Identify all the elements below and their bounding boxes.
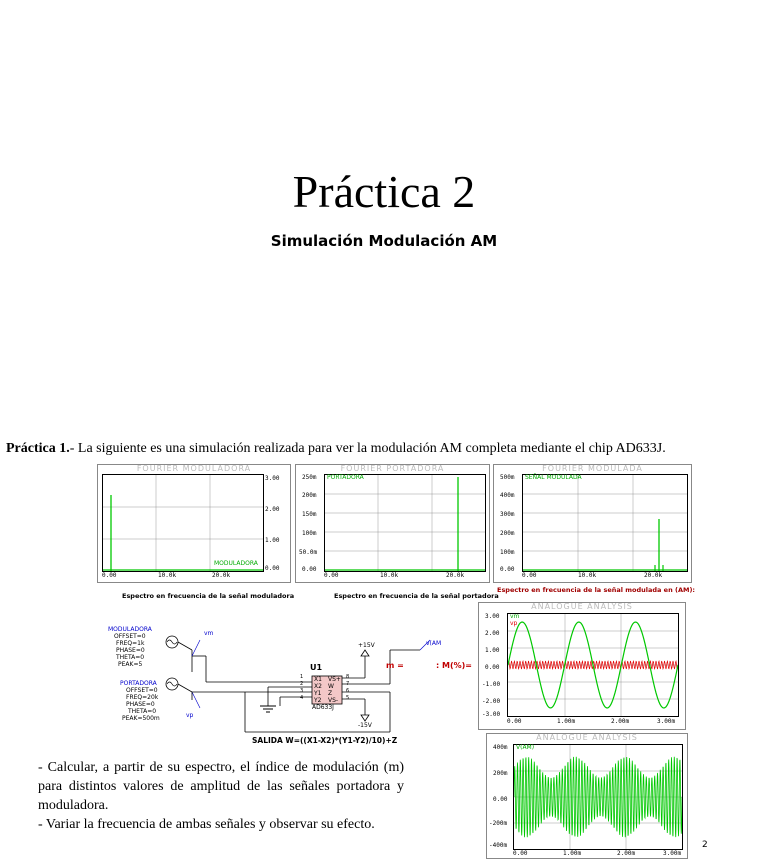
plot-area [102, 474, 264, 572]
page-number: 2 [702, 840, 708, 850]
task-item: - Variar la frecuencia de ambas señales y observar su efecto. [38, 817, 375, 832]
y-tick: 200m [302, 492, 317, 499]
probe-vp: vp [186, 712, 194, 719]
legend: MODULADORA [214, 560, 258, 567]
legend-vm: vm [510, 613, 520, 620]
panel-title: ANALOGUE ANALYSIS [536, 733, 638, 742]
y-tick: 400m [500, 492, 515, 499]
x-tick: 1.00m [563, 850, 582, 857]
m-label: m = [386, 661, 404, 670]
probe-am: v(AM [426, 640, 442, 647]
task-item: - Calcular, a partir de su espectro, el índice de modulación (m) para distintos valores de amplitud de las señales portadora y moduladora. [38, 760, 404, 813]
ic-pin-numbers-right: 8 7 6 5 [346, 674, 350, 701]
y-tick: 200m [500, 530, 515, 537]
plot-area [522, 474, 688, 572]
x-tick: 20.0k [446, 572, 465, 579]
probe-vm: vm [204, 630, 214, 637]
time-plot [508, 614, 678, 716]
intro-label: Práctica 1. [6, 441, 70, 456]
x-tick: 0.00 [507, 718, 522, 725]
slide-subtitle: Simulación Modulación AM [270, 232, 498, 250]
y-tick: 150m [302, 511, 317, 518]
ic-part: AD633J [312, 704, 334, 711]
x-tick: 2.00m [611, 718, 630, 725]
y-tick: 1.00 [265, 537, 280, 544]
ic-pins-left: X1 X2 Y1 Y2 [314, 676, 322, 704]
supply-negative: -15V [358, 722, 372, 729]
plot-area [507, 613, 679, 717]
x-tick: 3.00m [663, 850, 682, 857]
legend-vp: vp [510, 620, 518, 627]
intro-paragraph [6, 440, 746, 457]
x-tick: 0.00 [522, 572, 537, 579]
panel-title: FOURIER PORTADORA [340, 464, 445, 473]
x-tick: 3.00m [657, 718, 676, 725]
x-tick: 10.0k [158, 572, 177, 579]
y-tick: -3.00 [482, 711, 501, 718]
y-tick: 0.00 [500, 566, 515, 573]
y-tick: 3.00 [485, 613, 500, 620]
y-tick: 500m [500, 474, 515, 481]
legend: V(AM) [516, 744, 535, 751]
y-tick: 0.00 [302, 566, 317, 573]
y-tick: 300m [500, 511, 515, 518]
panel-title: ANALOGUE ANALYSIS [531, 602, 633, 611]
plot-area [513, 744, 683, 850]
x-tick: 2.00m [617, 850, 636, 857]
moduladora-params: MODULADORA OFFSET=0 FREQ=1k PHASE=0 THETA=0 PEAK=5 [108, 626, 152, 668]
circuit-schematic [100, 620, 480, 748]
analogue-analysis-panel-1 [478, 602, 686, 730]
plot-area [324, 474, 486, 572]
y-tick: 2.00 [485, 630, 500, 637]
y-tick: 200m [493, 770, 508, 777]
y-tick: -1.00 [482, 681, 501, 688]
legend: SEÑAL MODULADA [525, 474, 582, 481]
y-tick: 100m [500, 549, 515, 556]
x-tick: 0.00 [513, 850, 528, 857]
caption-modulada: Espectro en frecuencia de la señal modulada en (AM): [497, 586, 696, 594]
am-trace [514, 757, 682, 837]
portadora-params: PORTADORA OFFSET=0 FREQ=20k PHASE=0 THETA=0 PEAK=500m [120, 680, 160, 722]
y-tick: 100m [302, 530, 317, 537]
x-tick: 1.00m [557, 718, 576, 725]
ic-ref: U1 [310, 663, 323, 672]
y-tick: 0.00 [265, 565, 280, 572]
fourier-modulada-panel [493, 464, 692, 583]
spectrum-plot [325, 475, 485, 571]
x-tick: 10.0k [578, 572, 597, 579]
slide-title: Práctica 2 [292, 166, 476, 217]
y-tick: 250m [302, 474, 317, 481]
y-tick: 50.0m [299, 549, 318, 556]
fourier-moduladora-panel [97, 464, 291, 583]
ic-pin-numbers-left: 1 2 3 4 [300, 674, 304, 701]
x-tick: 20.0k [212, 572, 231, 579]
y-tick: 400m [493, 744, 508, 751]
y-tick: 1.00 [485, 647, 500, 654]
task-list [38, 758, 404, 834]
fourier-portadora-panel [295, 464, 490, 583]
spectrum-plot [523, 475, 687, 571]
y-tick: -2.00 [482, 698, 501, 705]
y-tick: 2.00 [265, 506, 280, 513]
x-tick: 20.0k [644, 572, 663, 579]
intro-text: - La siguiente es una simulación realizada para ver la modulación AM completa mediante el chip AD633J. [69, 441, 666, 456]
analogue-analysis-panel-2 [486, 733, 688, 859]
ic-pins-right: VS+ W Z VS- [328, 676, 341, 704]
x-tick: 0.00 [324, 572, 339, 579]
panel-title: FOURIER MODULADA [542, 464, 643, 473]
y-tick: -400m [489, 842, 508, 849]
legend: PORTADORA [327, 474, 364, 481]
y-tick: 0.00 [493, 796, 508, 803]
y-tick: 3.00 [265, 475, 280, 482]
panel-title: FOURIER MODULADORA [136, 464, 252, 473]
x-tick: 0.00 [102, 572, 117, 579]
caption-moduladora: Espectro en frecuencia de la señal moduladora [122, 592, 295, 600]
y-tick: 0.00 [485, 664, 500, 671]
x-tick: 10.0k [380, 572, 399, 579]
spectrum-plot [103, 475, 263, 571]
time-plot [514, 745, 682, 849]
supply-positive: +15V [358, 642, 375, 649]
output-formula: SALIDA W=((X1-X2)*(Y1-Y2)/10)+Z [252, 736, 398, 745]
y-tick: -200m [489, 820, 508, 827]
caption-portadora: Espectro en frecuencia de la señal portadora [334, 592, 499, 600]
pct-label: : M(%)= [436, 661, 472, 670]
